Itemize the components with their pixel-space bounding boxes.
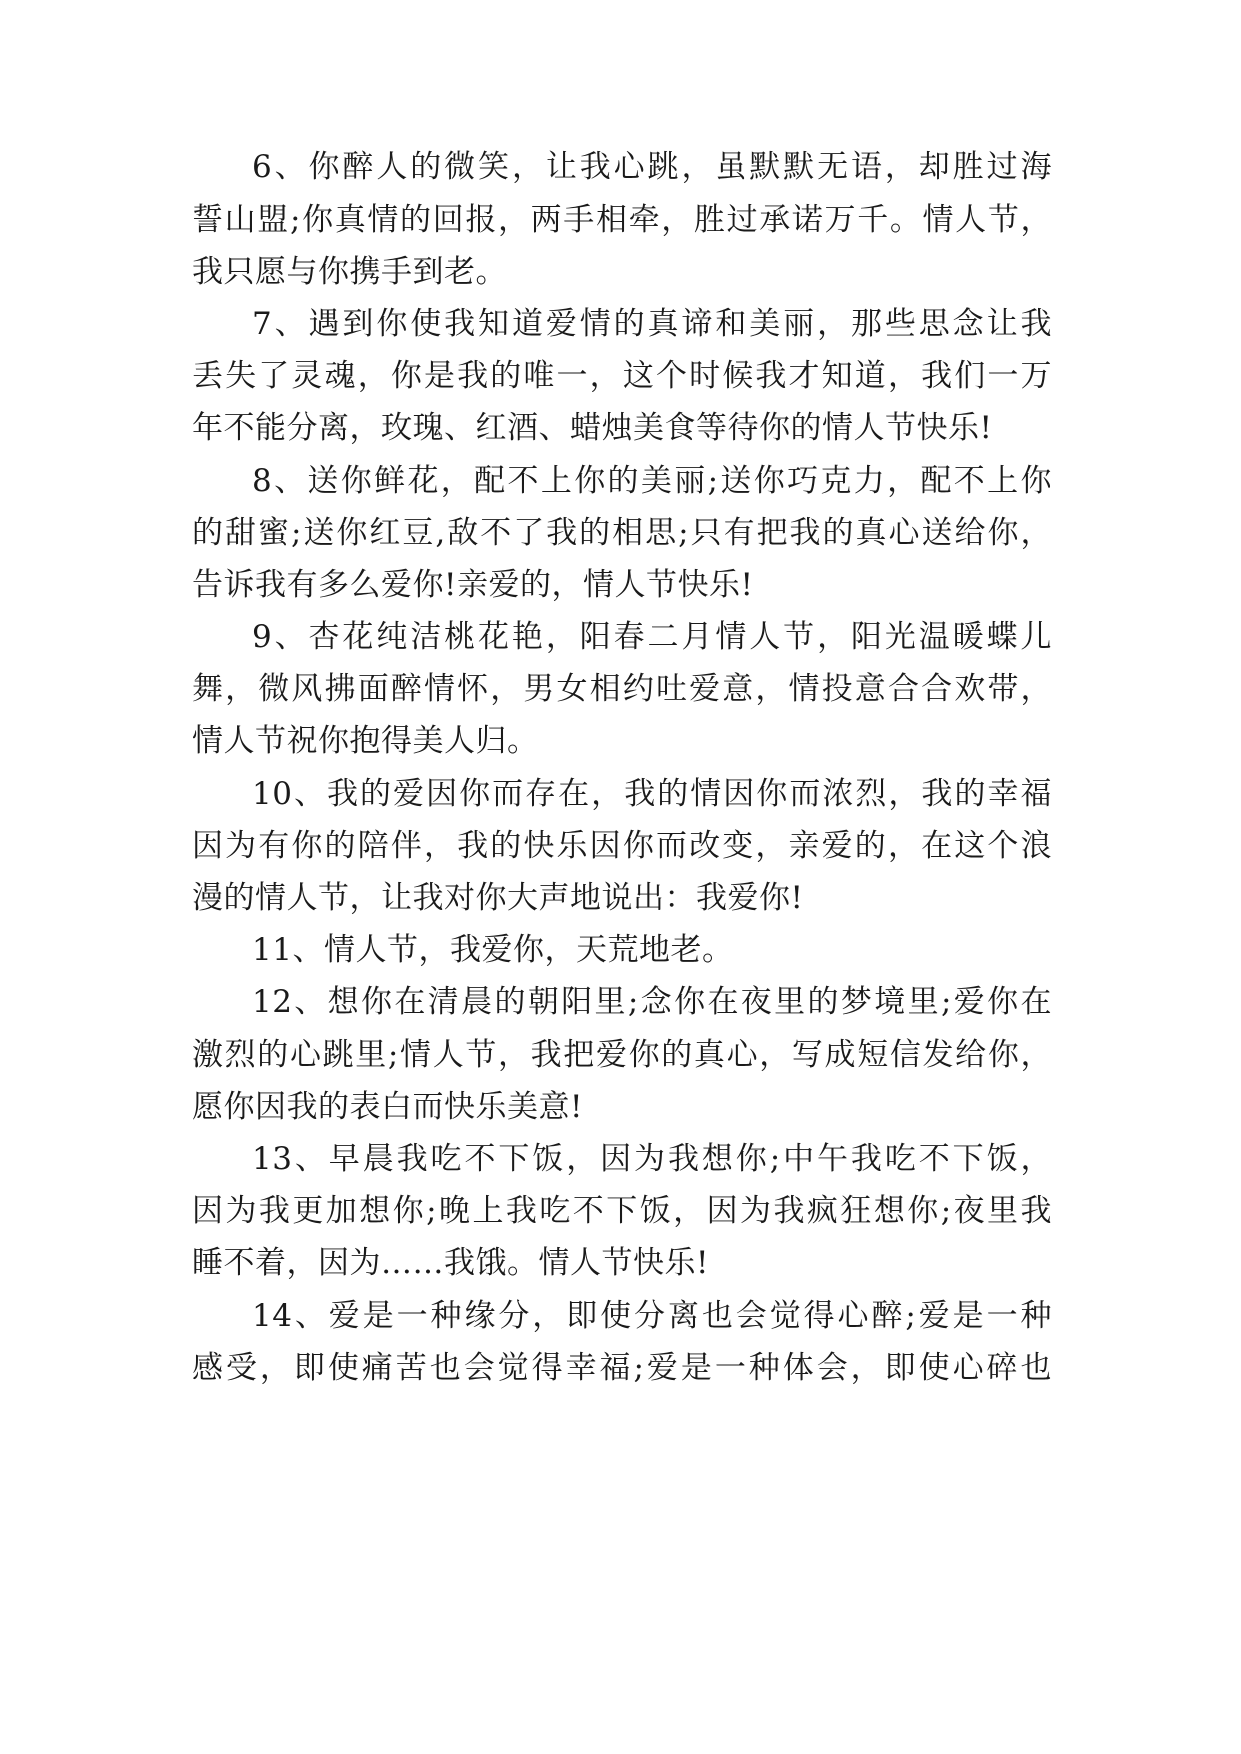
paragraph-8-line-3: 告诉我有多么爱你!亲爱的，情人节快乐! [192,567,754,603]
paragraph-8-line-2: 的甜蜜;送你红豆,敌不了我的相思;只有把我的真心送给你， [192,515,1052,551]
paragraph-12-line-1: 12、想你在清晨的朝阳里;念你在夜里的梦境里;爱你在 [252,984,1052,1020]
paragraph-9-line-1: 9、杏花纯洁桃花艳，阳春二月情人节，阳光温暖蝶儿 [252,619,1052,655]
paragraph-12-line-2: 激烈的心跳里;情人节，我把爱你的真心，写成短信发给你， [192,1037,1052,1073]
paragraph-7-line-2: 丢失了灵魂，你是我的唯一，这个时候我才知道，我们一万 [192,358,1052,394]
paragraph-13-line-1: 13、早晨我吃不下饭，因为我想你;中午我吃不下饭， [252,1141,1052,1177]
paragraph-7-line-3: 年不能分离，玫瑰、红酒、蜡烛美食等待你的情人节快乐! [192,410,993,446]
paragraph-6-line-1: 6、你醉人的微笑，让我心跳，虽默默无语，却胜过海 [252,149,1052,185]
paragraph-14-line-2: 感受，即使痛苦也会觉得幸福;爱是一种体会，即使心碎也 [192,1350,1052,1386]
paragraph-10-line-3: 漫的情人节，让我对你大声地说出：我爱你! [192,880,804,916]
paragraph-10-line-1: 10、我的爱因你而存在，我的情因你而浓烈，我的幸福 [252,776,1052,812]
paragraph-9-line-2: 舞，微风拂面醉情怀，男女相约吐爱意，情投意合合欢带， [192,671,1052,707]
paragraph-13-line-3: 睡不着，因为……我饿。情人节快乐! [192,1245,709,1281]
paragraph-10-line-2: 因为有你的陪伴，我的快乐因你而改变，亲爱的，在这个浪 [192,828,1052,864]
paragraph-6-line-3: 我只愿与你携手到老。 [192,254,507,290]
paragraph-14-line-1: 14、爱是一种缘分，即使分离也会觉得心醉;爱是一种 [252,1298,1052,1334]
paragraph-13-line-2: 因为我更加想你;晚上我吃不下饭，因为我疯狂想你;夜里我 [192,1193,1052,1229]
paragraph-8-line-1: 8、送你鲜花，配不上你的美丽;送你巧克力，配不上你 [252,463,1052,499]
paragraph-12-line-3: 愿你因我的表白而快乐美意! [192,1089,583,1125]
paragraph-9-line-3: 情人节祝你抱得美人归。 [192,723,539,759]
paragraph-7-line-1: 7、遇到你使我知道爱情的真谛和美丽，那些思念让我 [252,306,1052,342]
paragraph-6-line-2: 誓山盟;你真情的回报，两手相牵，胜过承诺万千。情人节， [192,202,1052,238]
paragraph-11-line-1: 11、情人节，我爱你，天荒地老。 [252,932,734,968]
